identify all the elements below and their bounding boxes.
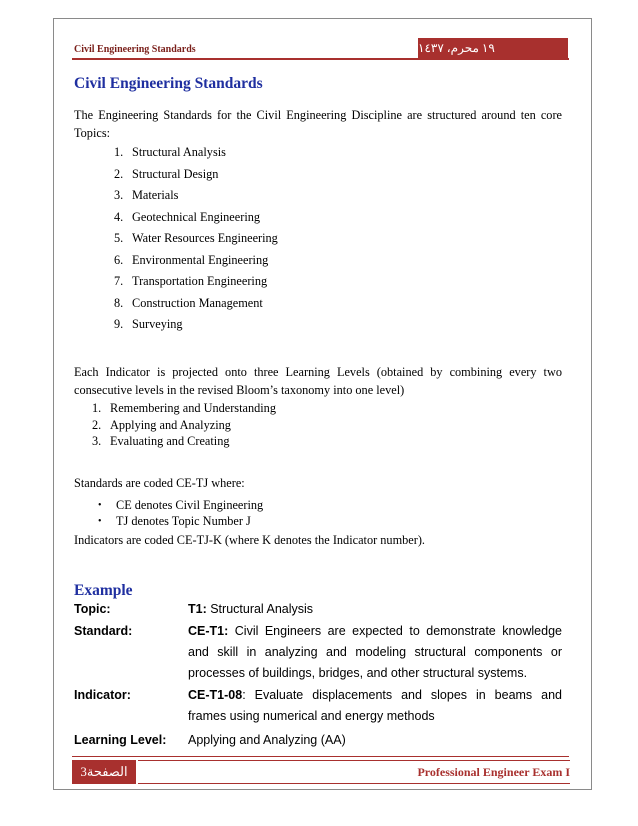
standard-label: Standard: [74, 624, 133, 638]
list-item: 8. Construction Management [114, 295, 263, 310]
learning-level-value: Applying and Analyzing (AA) [188, 733, 346, 747]
footer-title: Professional Engineer Exam I [138, 760, 570, 784]
header-title: Civil Engineering Standards [74, 44, 196, 55]
list-item: 4. Geotechnical Engineering [114, 209, 261, 224]
list-item: 2. Structural Design [114, 166, 219, 181]
list-item: 2. Applying and Analyzing [92, 417, 231, 432]
list-item: 1. Structural Analysis [114, 145, 226, 159]
bullet-icon: • [98, 499, 102, 511]
topic-label: Topic: [74, 602, 111, 616]
list-item: 5. Water Resources Engineering [114, 231, 278, 245]
example-title: Example [74, 582, 133, 599]
list-item: 3. Materials [114, 188, 179, 202]
bullet-icon: • [98, 516, 102, 528]
example-standard-row [74, 621, 562, 684]
topics-list [114, 145, 278, 339]
indicators-note: Indicators are coded CE-TJ-K (where K denotes the Indicator number). [74, 533, 426, 547]
list-item: • CE denotes Civil Engineering [98, 497, 264, 512]
levels-paragraph: Each Indicator is projected onto three Learning Levels (obtained by combining every two consecutive levels in the revised Bloom’s taxonomy into one level) [74, 365, 562, 397]
footer-rule [72, 756, 569, 757]
standard-value: CE-T1: Civil Engineers are expected to demonstrate knowledge and skill in analyzing and modeling structural components or processes of buildings, bridges, and other structural systems. [188, 624, 562, 680]
topic-value: T1: Structural Analysis [188, 602, 314, 616]
header-date: ١٩ محرم، ١٤٣٧ [418, 38, 568, 58]
intro-paragraph: The Engineering Standards for the Civil Engineering Discipline are structured around ten core Topics: [74, 108, 562, 140]
example-level-row [74, 730, 562, 751]
learning-level-label: Learning Level: [74, 733, 167, 747]
list-item: • TJ denotes Topic Number J [98, 514, 251, 529]
list-item: 1. Remembering and Understanding [92, 401, 276, 415]
example-topic-row [74, 599, 562, 620]
levels-list [92, 401, 276, 451]
list-item: 9. Surveying [114, 317, 183, 331]
list-item: 3. Evaluating and Creating [92, 434, 230, 448]
list-item: 6. Environmental Engineering [114, 252, 269, 267]
page-title: Civil Engineering Standards [74, 75, 263, 92]
indicator-value: CE-T1-08: Evaluate displacements and slopes in beams and frames using numerical and energy methods [188, 688, 562, 723]
footer-page-number: الصفحة3 [72, 760, 136, 784]
header-rule [72, 58, 569, 60]
list-item: 7. Transportation Engineering [114, 274, 268, 288]
indicator-label: Indicator: [74, 688, 131, 702]
example-indicator-row [74, 685, 562, 727]
coding-paragraph: Standards are coded CE-TJ where: [74, 476, 245, 490]
coding-bullets [98, 497, 263, 530]
